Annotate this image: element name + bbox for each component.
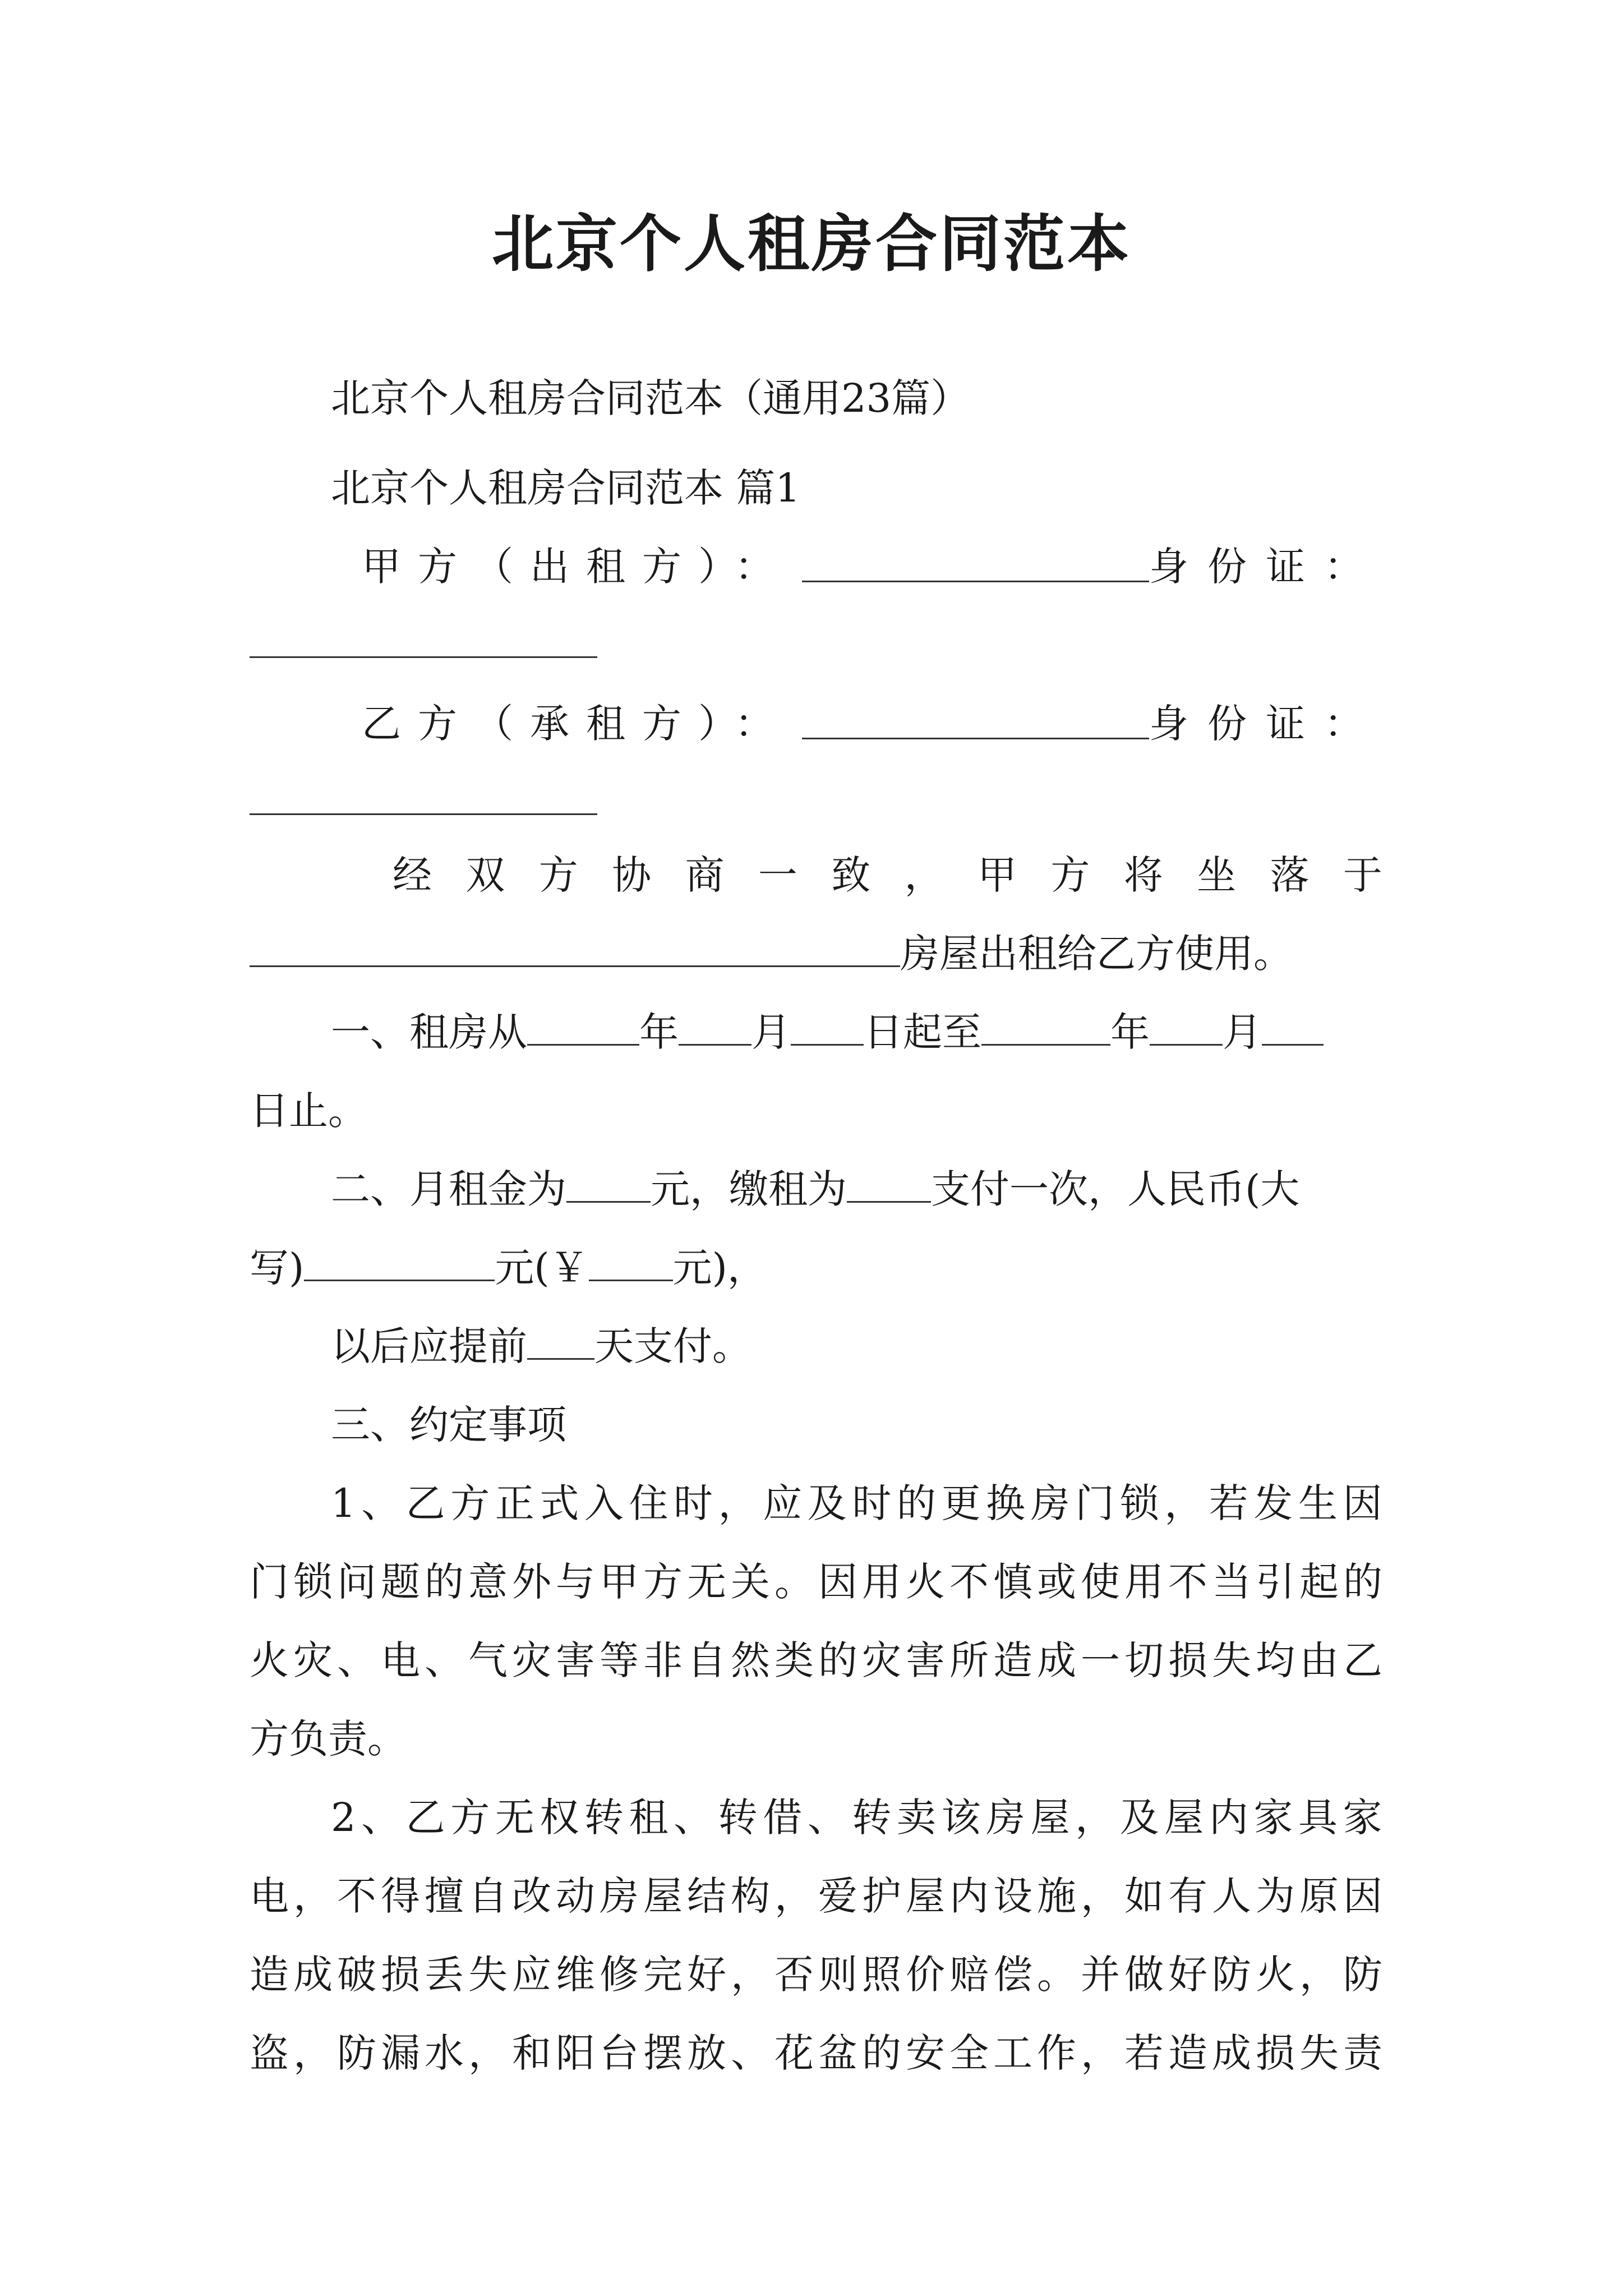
intro-char: 落	[1270, 852, 1310, 898]
clause-2-text: 支付一次，人民币(大	[931, 1166, 1300, 1212]
clause-2-text: 元)，	[672, 1245, 767, 1291]
clause-2-text: 元，缴租为	[651, 1166, 847, 1212]
clause-2-text: 以后应提前	[331, 1323, 527, 1369]
intro-char: 商	[685, 852, 725, 898]
start-year-blank[interactable]	[527, 1005, 639, 1046]
intro-char: 协	[612, 852, 652, 898]
end-month-blank[interactable]	[1150, 1005, 1223, 1046]
intro-char: 经	[393, 852, 432, 898]
clause-1-line-2: 日止。	[250, 1088, 367, 1134]
clause-2-text: 写)	[250, 1245, 305, 1291]
intro-char: 于	[1343, 852, 1382, 898]
start-month-blank[interactable]	[679, 1005, 751, 1046]
item-2-line-4: 盗，防漏水，和阳台摆放、花盆的安全工作，若造成损失责	[250, 2030, 1387, 2076]
intro-char: 方	[1050, 852, 1090, 898]
rent-numeric-blank[interactable]	[589, 1240, 673, 1281]
intro-char: 一	[758, 852, 797, 898]
item-2-line-3: 造成破损丢失应维修完好，否则照价赔偿。并做好防火，防	[250, 1952, 1387, 1998]
monthly-rent-blank[interactable]	[566, 1162, 651, 1203]
intro-char: 致	[831, 852, 871, 898]
clause-1-text: 月	[751, 1009, 791, 1055]
document-subtitle: 北京个人租房合同范本（通用23篇）	[331, 375, 970, 421]
item-1-line-1: 1、乙方正式入住时，应及时的更换房门锁，若发生因	[331, 1480, 1388, 1526]
intro-char: ，	[904, 852, 944, 898]
clause-2-line-1	[331, 1161, 1299, 1217]
clause-1-line-1	[331, 1004, 1324, 1060]
clause-2-line-2	[250, 1240, 767, 1296]
intro-char: 甲	[978, 852, 1017, 898]
intro-char: 坐	[1197, 852, 1237, 898]
clause-1-text: 日起至	[864, 1009, 981, 1055]
clause-2-text: 二、月租金为	[331, 1166, 566, 1212]
party-b-id-label: 身份证：	[1149, 701, 1382, 747]
property-address-blank[interactable]	[250, 926, 900, 967]
item-2-line-2: 电，不得擅自改动房屋结构，爱护屋内设施，如有人为原因	[250, 1873, 1387, 1919]
clause-1-text: 年	[1110, 1009, 1150, 1055]
intro-line-2	[250, 926, 1293, 982]
intro-char: 方	[538, 852, 578, 898]
start-day-blank[interactable]	[791, 1005, 864, 1046]
intro-line-1	[393, 847, 1382, 903]
party-b-id-blank[interactable]	[250, 813, 597, 815]
clause-2-line-3	[331, 1318, 751, 1374]
payment-period-blank[interactable]	[847, 1162, 931, 1203]
party-a-id-blank[interactable]	[250, 656, 597, 658]
end-year-blank[interactable]	[981, 1005, 1110, 1046]
end-day-blank[interactable]	[1262, 1005, 1324, 1046]
party-a-row	[362, 539, 1382, 595]
section-heading: 北京个人租房合同范本 篇1	[331, 465, 800, 511]
intro-line-2-text: 房屋出租给乙方使用。	[900, 931, 1293, 977]
intro-char: 将	[1123, 852, 1163, 898]
item-1-line-2: 门锁问题的意外与甲方无关。因用火不慎或使用不当引起的	[250, 1559, 1387, 1605]
party-a-label: 甲方（出租方）：	[362, 544, 791, 590]
item-2-line-1: 2、乙方无权转租、转借、转卖该房屋，及屋内家具家	[331, 1795, 1388, 1841]
party-b-name-blank[interactable]	[802, 698, 1149, 739]
item-1-line-3: 火灾、电、气灾害等非自然类的灾害所造成一切损失均由乙	[250, 1637, 1387, 1683]
clause-2-text: 天支付。	[594, 1323, 751, 1369]
party-b-label: 乙方（承租方）：	[362, 701, 791, 747]
clause-3-heading: 三、约定事项	[331, 1402, 566, 1448]
clause-1-text: 年	[639, 1009, 679, 1055]
clause-1-text: 月	[1223, 1009, 1262, 1055]
document-title: 北京个人租房合同范本	[492, 208, 1131, 280]
clause-1-text: 一、租房从	[331, 1009, 527, 1055]
item-1-line-4: 方负责。	[250, 1716, 407, 1762]
clause-2-text: 元(￥	[495, 1245, 589, 1291]
party-a-id-label: 身份证：	[1149, 544, 1382, 590]
rent-uppercase-blank[interactable]	[304, 1240, 495, 1281]
advance-days-blank[interactable]	[527, 1319, 594, 1360]
party-a-name-blank[interactable]	[802, 541, 1149, 582]
intro-char: 双	[465, 852, 505, 898]
party-b-row	[362, 696, 1382, 752]
